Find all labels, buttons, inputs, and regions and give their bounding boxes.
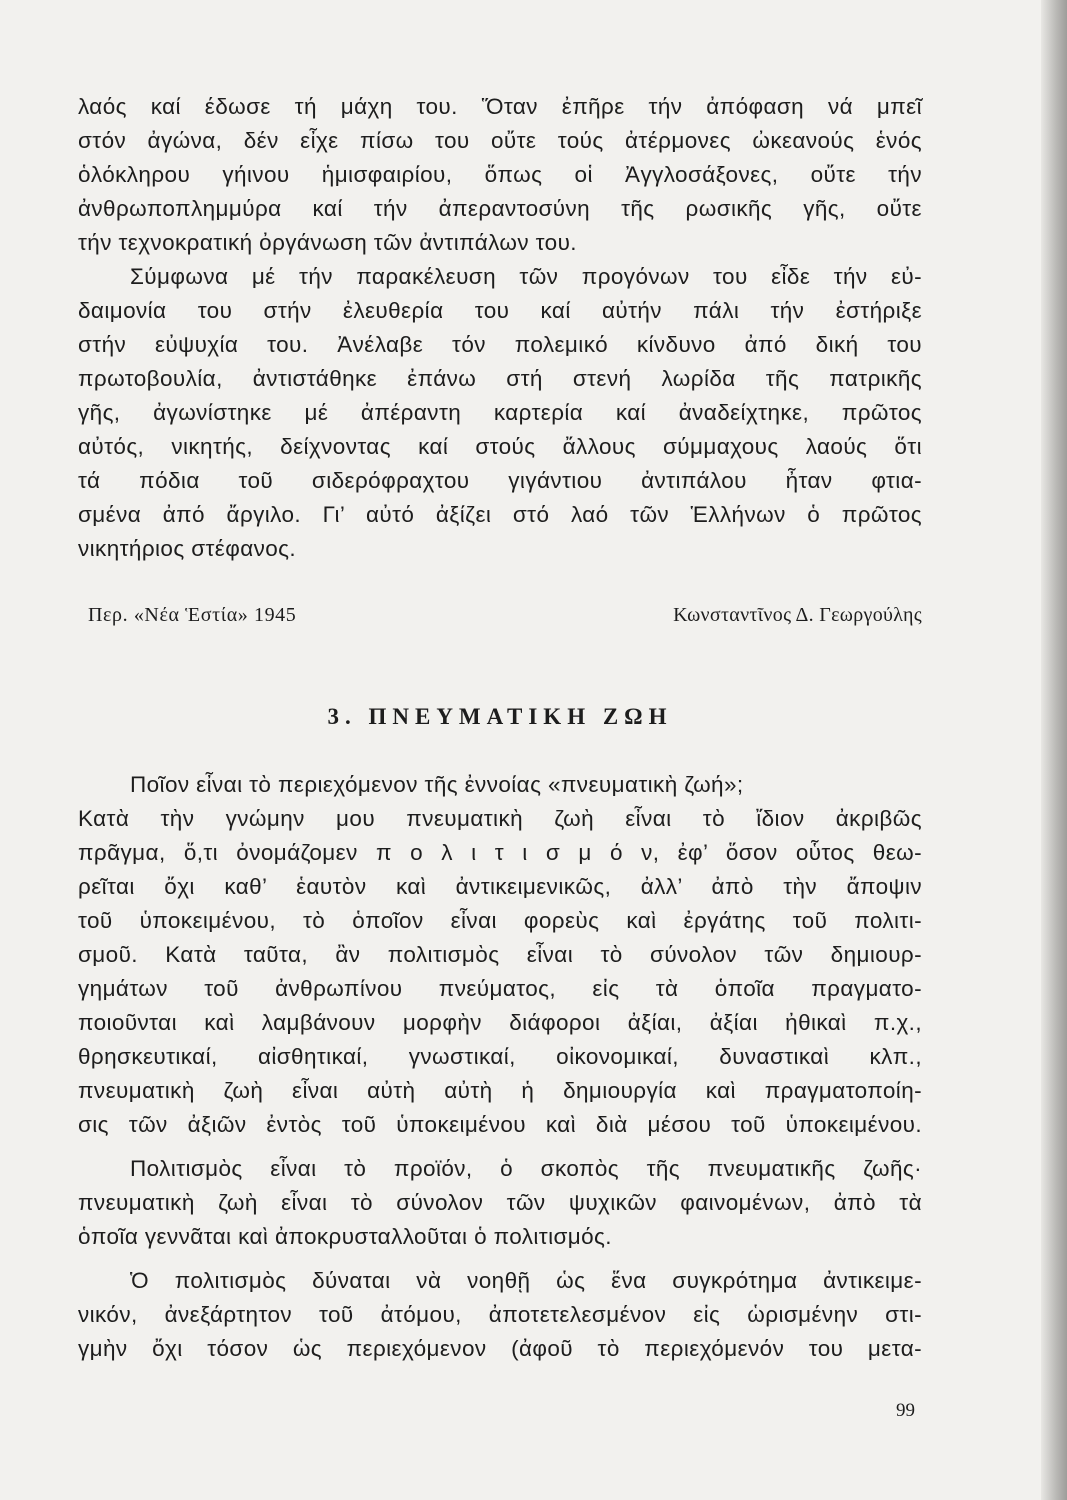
text-line: αὐτός, νικητής, δείχνοντας καί στούς ἄλλους σύμμαχους λαούς ὅτι — [78, 434, 922, 459]
text-line: Ὁ πολιτισμὸς δύναται νὰ νοηθῇ ὡς ἕνα συγκρότημα ἀντικειμε- — [130, 1268, 922, 1293]
text-line: γῆς, ἀγωνίστηκε μέ ἀπέραντη καρτερία καί ἀναδείχτηκε, πρῶτος — [78, 400, 922, 425]
text-line: πνευματικὴ ζωὴ εἶναι τὸ σύνολον τῶν ψυχικῶν φαινομένων, ἀπὸ τὰ — [78, 1190, 922, 1215]
text-line: ὁλόκληρου γήινου ἡμισφαιρίου, ὅπως οἱ Ἀγγλοσάξονες, οὔτε τήν — [78, 162, 922, 187]
text-line: τήν τεχνοκρατική ὀργάνωση τῶν ἀντιπάλων του. — [78, 230, 577, 255]
text-line: στήν εὐψυχία του. Ἀνέλαβε τόν πολεμικό κίνδυνο ἀπό δική του — [78, 332, 922, 357]
text-line: ρεῖται ὄχι καθ’ ἑαυτὸν καὶ ἀντικειμενικῶς, ἀλλ’ ἀπὸ τὴν ἄποψιν — [78, 874, 922, 899]
text-line: γημάτων τοῦ ἀνθρωπίνου πνεύματος, εἰς τὰ ὁποῖα πραγματο- — [78, 976, 922, 1001]
text-line: δαιμονία του στήν ἐλευθερία του καί αὐτήν πάλι τήν ἐστήριξε — [78, 298, 922, 323]
text-line: ἀνθρωποπλημμύρα καί τήν ἀπεραντοσύνη τῆς ρωσικῆς γῆς, οὔτε — [78, 196, 922, 221]
text-line: πνευματικὴ ζωὴ εἶναι αὐτὴ αὐτὴ ἡ δημιουργία καὶ πραγματοποίη- — [78, 1078, 922, 1103]
text-line: Σύμφωνα μέ τήν παρακέλευση τῶν προγόνων του εἶδε τήν εὐ- — [130, 264, 922, 289]
text-line: στόν ἀγώνα, δέν εἶχε πίσω του οὔτε τούς ἀτέρμονες ὠκεανούς ἑνός — [78, 128, 922, 153]
text-line: Πολιτισμὸς εἶναι τὸ προϊόν, ὁ σκοπὸς τῆς πνευματικῆς ζωῆς· — [130, 1156, 922, 1181]
text-line: λαός καί έδωσε τή μάχη του. Ὅταν ἐπῆρε τήν ἀπόφαση νά μπεῖ — [78, 94, 922, 119]
text-line: σις τῶν ἀξιῶν ἐντὸς τοῦ ὑποκειμένου καὶ διὰ μέσου τοῦ ὑποκειμένου. — [78, 1112, 922, 1137]
page-number: 99 — [896, 1400, 915, 1421]
text-line: σμοῦ. Κατὰ ταῦτα, ἂν πολιτισμὸς εἶναι τὸ σύνολον τῶν δημιουρ- — [78, 942, 922, 967]
text-line: τοῦ ὑποκειμένου, τὸ ὁποῖον εἶναι φορεὺς καὶ ἐργάτης τοῦ πολιτι- — [78, 908, 922, 933]
text-line: νικόν, ἀνεξάρτητον τοῦ ἀτόμου, ἀποτετελεσμένον εἰς ὡρισμένην στι- — [78, 1302, 922, 1327]
page-edge-shadow — [1041, 0, 1067, 1500]
text-line: ὁποῖα γεννᾶται καὶ ἀποκρυσταλλοῦται ὁ πολιτισμός. — [78, 1224, 612, 1249]
text-line: νικητήριος στέφανος. — [78, 536, 297, 561]
source-citation: Περ. «Νέα Ἑστία» 1945 — [88, 604, 297, 626]
text-line: πρᾶγμα, ὅ,τι ὀνομάζομεν π ο λ ι τ ι σ μ ό ν, ἐφ’ ὅσον οὗτος θεω- — [78, 840, 922, 865]
text-line: Ποῖον εἶναι τὸ περιεχόμενον τῆς ἐννοίας «πνευματικὴ ζωή»; — [130, 772, 744, 797]
text-line: θρησκευτικαί, αἰσθητικαί, γνωστικαί, οἰκονομικαί, δυναστικαὶ κλπ., — [78, 1044, 922, 1069]
text-line: σμένα ἀπό ἄργιλο. Γι’ αὐτό ἀξίζει στό λαό τῶν Ἑλλήνων ὁ πρῶτος — [78, 502, 922, 527]
author-name: Κωνσταντῖνος Δ. Γεωργούλης — [673, 604, 922, 626]
text-line: τά πόδια τοῦ σιδερόφραχτου γιγάντιου ἀντιπάλου ἦταν φτια- — [78, 468, 922, 493]
text-line: γμὴν ὄχι τόσον ὡς περιεχόμενον (ἀφοῦ τὸ περιεχόμενόν του μετα- — [78, 1336, 922, 1361]
section-heading: 3. ΠΝΕΥΜΑΤΙΚΗ ΖΩΗ — [327, 704, 673, 729]
text-line: ποιοῦνται καὶ λαμβάνουν μορφὴν διάφοροι ἀξίαι, ἀξίαι ἠθικαὶ π.χ., — [78, 1010, 922, 1035]
text-line: Κατὰ τὴν γνώμην μου πνευματικὴ ζωὴ εἶναι τὸ ἴδιον ἀκριβῶς — [78, 806, 922, 831]
text-line: πρωτοβουλία, ἀντιστάθηκε ἐπάνω στή στενή λωρίδα τῆς πατρικῆς — [78, 366, 922, 391]
